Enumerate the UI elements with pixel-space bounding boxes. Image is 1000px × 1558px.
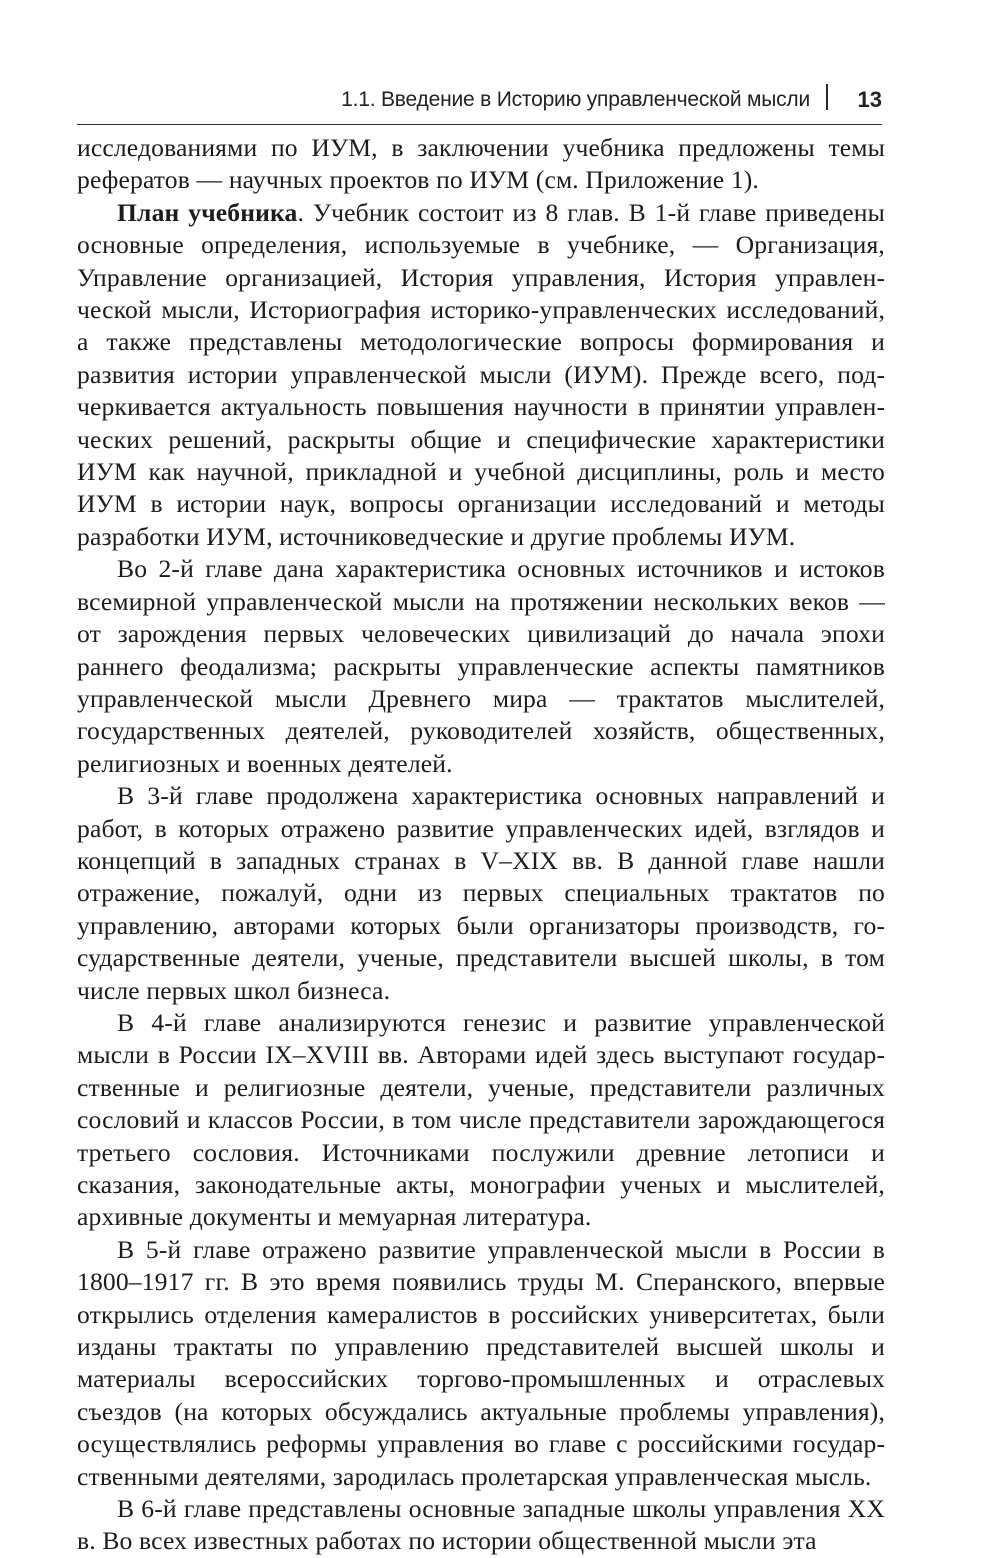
body-text bbox=[77, 132, 885, 1558]
paragraph-text: В 3-й главе продолжена характеристика основных направлений и работ, в которых отражено развитие управленческих идей, взглядов и концепций в западных странах в V–XIX вв. В данной главе нашли отражение, пожалуй, одни из первых специальных трактатов по управлению, авторами которых были организаторы производств, государственные деятели, ученые, представители высшей школы, в том числе первых школ бизнеса. bbox=[77, 781, 885, 1005]
paragraph-text: Во 2-й главе дана характеристика основных источников и истоков всемирной управленческой мысли на протяжении нескольких веков — от зарождения первых человеческих цивилизаций до начала эпохи раннего феодализма; раскрыты управленческие аспекты памятников управленческой мысли Древнего мира — трактатов мыслителей, государственных деятелей, руководителей хозяйств, общественных, религиозных и военных деятелей. bbox=[77, 554, 885, 778]
paragraph bbox=[77, 1493, 885, 1558]
paragraph bbox=[77, 1007, 885, 1234]
paragraph-text: В 4-й главе анализируются генезис и развитие управленческой мысли в России IX–XVIII вв. Авторами идей здесь выступают государственные и религиозные деятели, ученые, представители различных сословий и классов России, в том числе представители зарождающегося третьего сословия. Источниками послужили древние летописи и сказания, законодательные акты, монографии ученых и мыслителей, архивные документы и мемуарная литература. bbox=[77, 1007, 885, 1232]
paragraph bbox=[77, 780, 885, 1007]
header-separator bbox=[826, 84, 828, 110]
paragraph bbox=[77, 1234, 885, 1493]
paragraph-lead: План учебника bbox=[117, 197, 298, 227]
paragraph-text: исследованиями по ИУМ, в заключении учебника предложены темы рефератов — научных проектов по ИУМ (см. Приложение 1). bbox=[77, 133, 885, 195]
paragraph-text: В 5-й главе отражено развитие управленческой мысли в России в 1800–1917 гг. В это время появились труды М. Сперанского, впервые открылись отделения камералистов в российских университетах, были изданы трактаты по управлению представителей высшей школы и материалы всероссийских торгово-промышленных и отраслевых съездов (на которых обсуждались актуальные проблемы управления), осуществлялись реформы управления во главе с российскими государственными деятелями, зародилась пролетарская управленческая мысль. bbox=[77, 1234, 885, 1491]
page-number: 13 bbox=[857, 87, 882, 112]
section-title: 1.1. Введение в Историю управленческой мысли bbox=[341, 88, 810, 111]
paragraph bbox=[77, 132, 885, 197]
paragraph-text: В 6-й главе представлены основные западные школы управления XX в. Во всех известных работах по истории общественной мысли эта bbox=[77, 1494, 885, 1556]
running-header bbox=[77, 78, 882, 125]
paragraph bbox=[77, 197, 885, 553]
paragraph bbox=[77, 553, 885, 780]
paragraph-text: . Учебник состоит из 8 глав. В 1-й главе приведены основные определения, используемые в учебнике, — Организация, Управление организацией, История управления, История управленческой мысли, Историография историко-управленческих исследований, а также представлены методологические вопросы формирования и развития истории управленческой мысли (ИУМ). Прежде всего, подчеркивается актуальность повышения научности в принятии управленческих решений, раскрыты общие и специфические характеристики ИУМ как научной, прикладной и учебной дисциплины, роль и место ИУМ в истории наук, вопросы организации исследований и методы разработки ИУМ, источниковедческие и другие проблемы ИУМ. bbox=[77, 197, 885, 551]
